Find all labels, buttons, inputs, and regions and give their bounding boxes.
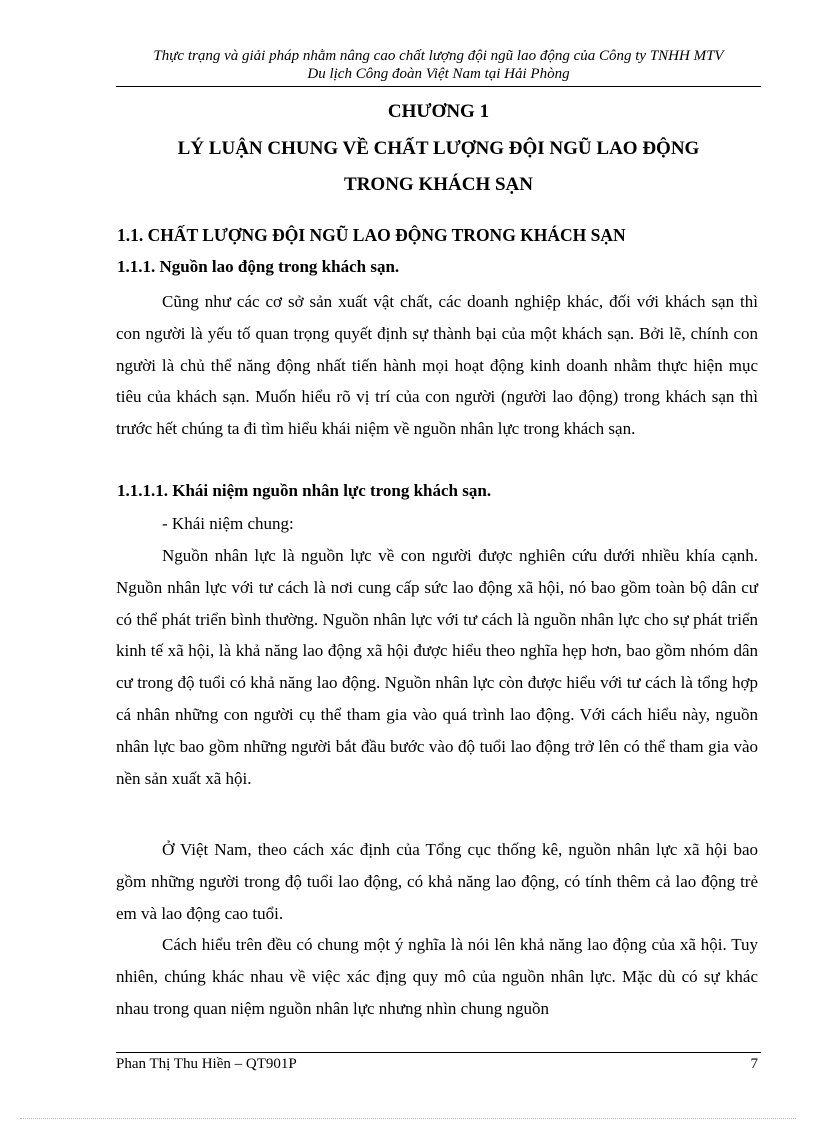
header-line-2: Du lịch Công đoàn Việt Nam tại Hải Phòng: [307, 66, 570, 82]
footer-author: Phan Thị Thu Hiền – QT901P: [116, 1056, 297, 1072]
section-heading-1-1-1: 1.1.1. Nguồn lao động trong khách sạn.: [117, 257, 400, 276]
section-heading-1-1: 1.1. CHẤT LƯỢNG ĐỘI NGŨ LAO ĐỘNG TRONG KHÁCH SẠN: [117, 225, 626, 245]
header-divider: [116, 86, 761, 87]
chapter-title-line-1: LÝ LUẬN CHUNG VỀ CHẤT LƯỢNG ĐỘI NGŨ LAO ĐỘNG: [177, 138, 700, 159]
chapter-title-line-2: TRONG KHÁCH SẠN: [344, 174, 533, 195]
page-bottom-border: [20, 1118, 796, 1119]
page-number: 7: [750, 1056, 758, 1072]
running-header: [116, 47, 761, 83]
paragraph-3-text: Ở Việt Nam, theo cách xác định của Tổng cục thống kê, nguồn nhân lực xã hội bao gồm những người trong độ tuổi lao động, có khả năng lao động, có tính thêm cả lao động trẻ em và lao động cao tuổi.: [116, 840, 758, 923]
section-heading-1-1-1-1: 1.1.1.1. Khái niệm nguồn nhân lực trong khách sạn.: [117, 481, 492, 500]
paragraph-2: [116, 540, 758, 794]
paragraph-3: [116, 834, 758, 929]
paragraph-4: [116, 929, 758, 1024]
footer-divider: [116, 1052, 761, 1053]
bullet-general-concept: - Khái niệm chung:: [162, 514, 294, 533]
paragraph-2-text: Nguồn nhân lực là nguồn lực về con người được nghiên cứu dưới nhiều khía cạnh. Nguồn nhân lực với tư cách là nơi cung cấp sức lao động xã hội, nó bao gồm toàn bộ dân cư có thể phát triển bình thường. Nguồn nhân lực với tư cách là nguồn nhân lực cho sự phát triển kinh tế xã hội, là khả năng lao động xã hội được hiểu theo nghĩa hẹp hơn, bao gồm nhóm dân cư trong độ tuổi có khả năng lao động. Nguồn nhân lực còn được hiểu với tư cách là tổng hợp cá nhân những con người cụ thể tham gia vào quá trình lao động. Với cách hiểu này, nguồn nhân lực bao gồm những người bắt đầu bước vào độ tuổi lao động trở lên có thể tham gia vào nền sản xuất xã hội.: [116, 546, 758, 788]
header-line-1: Thực trạng và giải pháp nhằm nâng cao chất lượng đội ngũ lao động của Công ty TNHH MTV: [153, 48, 724, 64]
chapter-number: CHƯƠNG 1: [387, 101, 490, 122]
paragraph-1: [116, 286, 758, 445]
paragraph-1-text: Cũng như các cơ sở sản xuất vật chất, các doanh nghiệp khác, đối với khách sạn thì con người là yếu tố quan trọng quyết định sự thành bại của một khách sạn. Bởi lẽ, chính con người là chủ thể năng động nhất tiến hành mọi hoạt động kinh doanh nhằm thực hiện mục tiêu của khách sạn. Muốn hiểu rõ vị trí của con người (người lao động) trong khách sạn thì trước hết chúng ta đi tìm hiểu khái niệm về nguồn nhân lực trong khách sạn.: [116, 292, 758, 439]
paragraph-4-text: Cách hiểu trên đều có chung một ý nghĩa là nói lên khả năng lao động của xã hội. Tuy nhiên, chúng khác nhau về việc xác địng quy mô của nguồn nhân lực. Mặc dù có sự khác nhau trong quan niệm nguồn nhân lực nhưng nhìn chung nguồn: [116, 935, 758, 1018]
